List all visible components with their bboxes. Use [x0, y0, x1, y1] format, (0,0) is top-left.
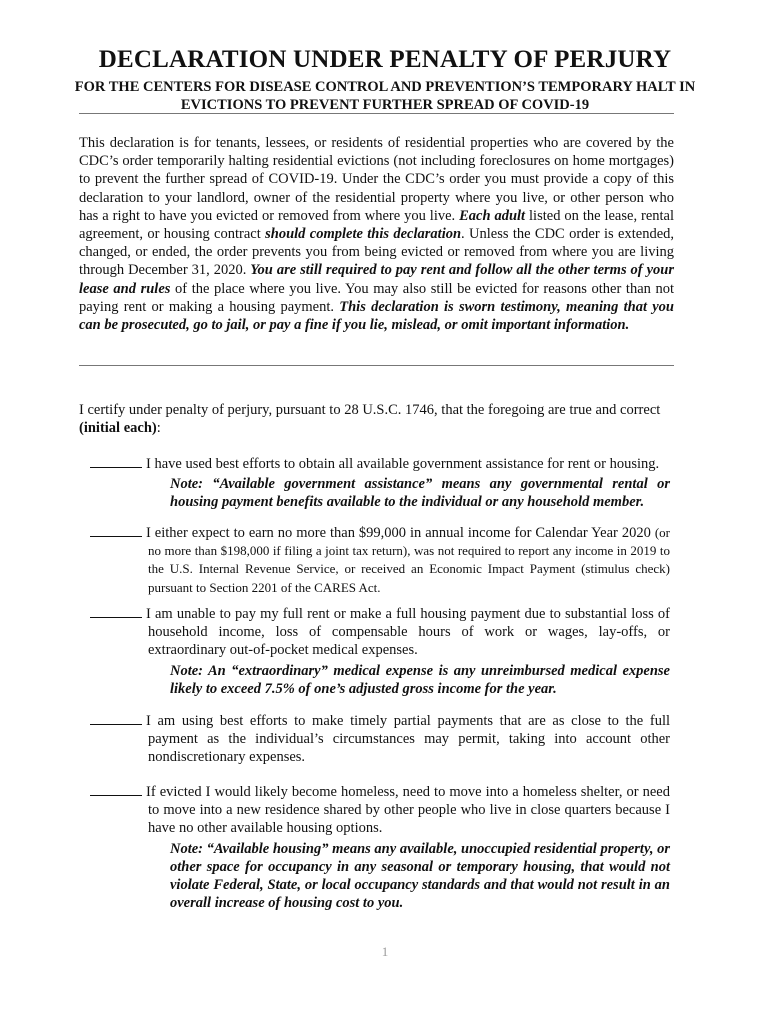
intro-emphasis-sworn: This declaration is sworn testimony, meaning that you can be prosecuted, go to jail, or pay a fine if you lie, mislead, or omit important information. [79, 298, 674, 334]
item-note: Note: An “extraordinary” medical expense is any unreimbursed medical expense likely to exceed 7.5% of one’s adjusted gross income for the year. [170, 662, 670, 697]
item-text: I have used best efforts to obtain all available government assistance for rent or housing. [146, 456, 660, 472]
item-note: Note: “Available government assistance” means any governmental rental or housing payment benefits available to the individual or any household member. [170, 476, 670, 511]
certify-statement [79, 401, 674, 437]
declaration-item-unable-to-pay [90, 605, 670, 698]
divider-middle [79, 365, 674, 366]
declaration-item-assistance [90, 455, 670, 512]
initial-blank[interactable] [90, 605, 142, 618]
declaration-item-partial-payments [90, 712, 670, 767]
item-text: I am unable to pay my full rent or make a full housing payment due to substantial loss of household income, loss of compensable hours of work or wages, lay-offs, or extraordinary out-of-pocket medical expenses. [146, 606, 670, 659]
divider-top [79, 113, 674, 114]
intro-text-3: . Unless the CDC order is extended, changed, or ended, the order prevents you from being evicted or removed from where you are living through December 31, 2020. [79, 226, 675, 279]
intro-emphasis-each-adult: Each adult [459, 207, 526, 224]
certify-text: I certify under penalty of perjury, pursuant to 28 U.S.C. 1746, that the foregoing are true and correct [79, 402, 661, 418]
declaration-item-income [90, 524, 670, 597]
intro-emphasis-rent: You are still required to pay rent and follow all the other terms of your lease and rules [79, 262, 674, 297]
page-title: DECLARATION UNDER PENALTY OF PERJURY [98, 46, 672, 73]
page-subtitle: FOR THE CENTERS FOR DISEASE CONTROL AND PREVENTION’S TEMPORARY HALT IN EVICTIONS TO PREVENT FURTHER SPREAD OF COVID-19 [74, 79, 696, 113]
intro-text-4: of the place where you live. You may also still be evicted for reasons other than not paying rent or making a housing payment. [79, 280, 675, 315]
initial-blank[interactable] [90, 455, 142, 468]
initial-blank[interactable] [90, 783, 142, 796]
intro-emphasis-complete: should complete this declaration [265, 226, 462, 243]
item-text-detail: (or no more than $198,000 if filing a joint tax return), was not required to report any income in 2019 to the U.S. Internal Revenue Service, or received an Economic Impact Payment (stimulus check) pursuant to Section 2201 of the CARES Act. [148, 525, 670, 595]
item-text: I am using best efforts to make timely partial payments that are as close to the full payment as the individual’s circumstances may permit, taking into account other nondiscretionary expenses. [146, 713, 670, 766]
initial-blank[interactable] [90, 524, 142, 537]
item-text: I either expect to earn no more than $99,000 in annual income for Calendar Year 2020 [146, 525, 651, 541]
declaration-item-homeless [90, 783, 670, 912]
item-text: If evicted I would likely become homeless, need to move into a homeless shelter, or need to move into a new residence shared by other people who live in close quarters because I have no other available housing options. [146, 784, 670, 837]
intro-paragraph [79, 134, 674, 334]
page-number: 1 [381, 944, 389, 959]
intro-text-1: This declaration is for tenants, lessees, or residents of residential properties who are covered by the CDC’s order temporarily halting residential evictions (not including foreclosures on home mortgages) to prevent the further spread of COVID-19. Under the CDC’s order you must provide a copy of this declaration to your landlord, owner of the residential property where you live, or other person who has a right to have you evicted or removed from where you live. [79, 135, 674, 224]
intro-text-2: listed on the lease, rental agreement, or housing contract [79, 207, 675, 243]
item-note: Note: “Available housing” means any available, unoccupied residential property, or other space for occupancy in any seasonal or temporary housing, that would not violate Federal, State, or local occupancy standards and that would not result in an overall increase of housing cost to you. [170, 840, 670, 912]
certify-colon: : [156, 420, 161, 437]
initial-blank[interactable] [90, 712, 142, 725]
certify-initial-each: (initial each) [79, 420, 157, 437]
